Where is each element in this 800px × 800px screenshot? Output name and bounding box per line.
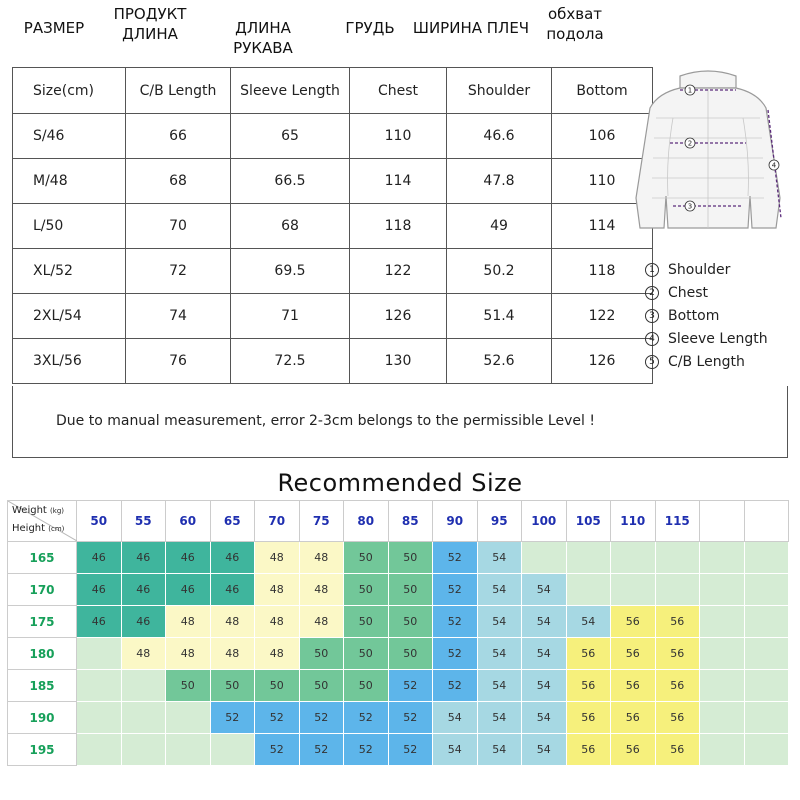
weight-header-cell: 85	[388, 501, 433, 542]
size-recommendation-cell	[121, 734, 166, 766]
legend-number: 1	[645, 263, 659, 277]
size-recommendation-cell: 56	[566, 734, 611, 766]
legend-label: Chest	[668, 284, 709, 301]
size-recommendation-cell	[121, 702, 166, 734]
size-recommendation-cell: 52	[299, 702, 344, 734]
size-recommendation-cell: 52	[299, 734, 344, 766]
size-recommendation-cell	[121, 670, 166, 702]
weight-header-cell	[700, 501, 745, 542]
size-cell: 70	[126, 204, 231, 249]
size-recommendation-cell: 50	[344, 606, 389, 638]
size-recommendation-cell	[700, 702, 745, 734]
svg-text:2: 2	[687, 139, 693, 148]
size-cell: 52.6	[447, 339, 552, 384]
size-recommendation-cell: 50	[299, 638, 344, 670]
height-header-cell: 190	[8, 702, 77, 734]
size-recommendation-cell	[700, 574, 745, 606]
legend-item	[645, 350, 768, 373]
legend-label: Sleeve Length	[668, 330, 768, 347]
size-recommendation-cell: 50	[344, 574, 389, 606]
size-recommendation-cell	[700, 542, 745, 574]
legend-label: Bottom	[668, 307, 720, 324]
size-cell: 74	[126, 294, 231, 339]
weight-unit: (kg)	[50, 507, 64, 515]
size-recommendation-cell: 46	[77, 574, 122, 606]
ru-header-1: ПРОДУКТ ДЛИНА	[113, 5, 187, 43]
size-recommendation-cell: 54	[477, 606, 522, 638]
size-header-cell: Sleeve Length	[231, 68, 350, 114]
size-recommendation-cell	[77, 670, 122, 702]
legend-number: 4	[645, 332, 659, 346]
size-table	[12, 67, 653, 384]
size-cell: 69.5	[231, 249, 350, 294]
size-table-row	[13, 339, 653, 384]
legend-number: 5	[645, 355, 659, 369]
size-recommendation-cell: 56	[655, 702, 700, 734]
size-recommendation-cell: 54	[522, 734, 567, 766]
size-recommendation-cell: 46	[210, 574, 255, 606]
legend-item	[645, 327, 768, 350]
size-recommendation-cell: 54	[433, 702, 478, 734]
size-recommendation-cell	[744, 574, 789, 606]
size-recommendation-cell: 46	[166, 574, 211, 606]
ru-header-2: ДЛИНА РУКАВА	[233, 19, 293, 57]
size-recommendation-cell: 54	[477, 574, 522, 606]
size-cell: 72.5	[231, 339, 350, 384]
height-header-cell: 180	[8, 638, 77, 670]
weight-header-cell	[744, 501, 789, 542]
size-recommendation-cell: 56	[566, 638, 611, 670]
size-header-cell: Bottom	[552, 68, 653, 114]
size-recommendation-cell: 56	[655, 606, 700, 638]
legend-item	[645, 304, 768, 327]
size-recommendation-cell: 56	[566, 702, 611, 734]
size-cell: 71	[231, 294, 350, 339]
weight-header-cell: 110	[611, 501, 656, 542]
size-recommendation-cell: 52	[388, 734, 433, 766]
size-header-cell: C/B Length	[126, 68, 231, 114]
size-recommendation-cell: 54	[477, 638, 522, 670]
size-recommendation-cell	[566, 574, 611, 606]
size-recommendation-cell: 46	[77, 606, 122, 638]
height-row	[8, 638, 789, 670]
size-recommendation-cell: 52	[210, 702, 255, 734]
size-table-row	[13, 204, 653, 249]
weight-header-cell: 75	[299, 501, 344, 542]
size-cell: 2XL/54	[13, 294, 126, 339]
size-recommendation-cell	[611, 542, 656, 574]
size-cell: 50.2	[447, 249, 552, 294]
size-recommendation-cell: 46	[121, 606, 166, 638]
height-row	[8, 606, 789, 638]
size-recommendation-cell: 54	[522, 638, 567, 670]
weight-header-cell: 100	[522, 501, 567, 542]
size-recommendation-cell: 54	[477, 702, 522, 734]
legend-label: C/B Length	[668, 353, 745, 370]
size-recommendation-cell: 52	[433, 606, 478, 638]
size-recommendation-cell: 50	[166, 670, 211, 702]
weight-header-cell: 90	[433, 501, 478, 542]
size-cell: 51.4	[447, 294, 552, 339]
size-cell: M/48	[13, 159, 126, 204]
height-header-cell: 165	[8, 542, 77, 574]
size-cell: 46.6	[447, 114, 552, 159]
size-recommendation-cell	[166, 734, 211, 766]
jacket-diagram-icon	[628, 68, 789, 258]
size-cell: 66	[126, 114, 231, 159]
size-recommendation-cell: 50	[299, 670, 344, 702]
size-recommendation-cell	[166, 702, 211, 734]
size-header-cell: Chest	[350, 68, 447, 114]
height-header-cell: 170	[8, 574, 77, 606]
size-recommendation-cell: 52	[388, 670, 433, 702]
weight-height-corner	[8, 501, 77, 542]
size-cell: S/46	[13, 114, 126, 159]
measurement-note: Due to manual measurement, error 2-3cm belongs to the permissible Level !	[56, 413, 595, 429]
size-recommendation-cell	[744, 670, 789, 702]
size-recommendation-cell: 50	[210, 670, 255, 702]
size-cell: 49	[447, 204, 552, 249]
size-table-row	[13, 159, 653, 204]
size-recommendation-cell: 48	[210, 638, 255, 670]
weight-header-cell: 115	[655, 501, 700, 542]
size-recommendation-cell: 48	[166, 638, 211, 670]
size-recommendation-cell	[700, 734, 745, 766]
height-header-cell: 185	[8, 670, 77, 702]
size-header-cell: Size(cm)	[13, 68, 126, 114]
size-recommendation-cell: 48	[299, 606, 344, 638]
size-recommendation-cell: 48	[255, 542, 300, 574]
recommended-size-table	[7, 500, 789, 766]
size-recommendation-cell	[744, 734, 789, 766]
size-cell: XL/52	[13, 249, 126, 294]
size-cell: 106	[552, 114, 653, 159]
size-recommendation-cell: 54	[433, 734, 478, 766]
size-recommendation-cell: 50	[344, 542, 389, 574]
legend-item	[645, 281, 768, 304]
height-row	[8, 574, 789, 606]
size-recommendation-cell: 48	[166, 606, 211, 638]
size-recommendation-cell: 50	[388, 638, 433, 670]
size-recommendation-cell: 54	[522, 702, 567, 734]
size-cell: 126	[552, 339, 653, 384]
size-cell: 72	[126, 249, 231, 294]
size-recommendation-cell: 54	[477, 542, 522, 574]
size-recommendation-cell: 52	[433, 670, 478, 702]
size-recommendation-cell: 56	[655, 638, 700, 670]
size-recommendation-cell: 56	[611, 638, 656, 670]
size-recommendation-cell: 48	[255, 638, 300, 670]
size-recommendation-cell	[744, 542, 789, 574]
size-recommendation-cell	[77, 702, 122, 734]
size-header-cell: Shoulder	[447, 68, 552, 114]
size-recommendation-cell: 56	[566, 670, 611, 702]
ru-header-5: обхват подола	[546, 5, 604, 43]
size-recommendation-cell: 48	[299, 542, 344, 574]
legend-number: 3	[645, 309, 659, 323]
size-recommendation-cell: 52	[388, 702, 433, 734]
legend-item	[645, 258, 768, 281]
weight-label: Weight (kg)	[12, 505, 64, 516]
size-recommendation-cell: 50	[388, 606, 433, 638]
size-recommendation-cell: 54	[522, 574, 567, 606]
size-cell: 126	[350, 294, 447, 339]
size-recommendation-cell	[611, 574, 656, 606]
size-recommendation-cell: 50	[388, 542, 433, 574]
size-cell: 68	[126, 159, 231, 204]
size-recommendation-cell: 54	[566, 606, 611, 638]
size-recommendation-cell: 54	[522, 670, 567, 702]
ru-header-3: ГРУДЬ	[345, 19, 395, 37]
size-recommendation-cell: 46	[121, 542, 166, 574]
size-cell: 122	[350, 249, 447, 294]
size-table-row	[13, 249, 653, 294]
size-recommendation-cell: 54	[477, 670, 522, 702]
size-recommendation-cell: 50	[344, 670, 389, 702]
height-label: Height (cm)	[12, 523, 65, 534]
weight-header-cell: 80	[344, 501, 389, 542]
size-recommendation-cell	[655, 574, 700, 606]
legend-label: Shoulder	[668, 261, 731, 278]
legend-number: 2	[645, 286, 659, 300]
size-cell: 114	[552, 204, 653, 249]
size-recommendation-cell: 48	[210, 606, 255, 638]
size-recommendation-cell: 56	[611, 670, 656, 702]
svg-text:1: 1	[687, 86, 693, 95]
size-recommendation-cell: 48	[255, 606, 300, 638]
size-table-row	[13, 114, 653, 159]
weight-header-cell: 70	[255, 501, 300, 542]
size-recommendation-cell: 52	[433, 542, 478, 574]
size-recommendation-cell: 54	[522, 606, 567, 638]
size-recommendation-cell	[655, 542, 700, 574]
size-cell: 122	[552, 294, 653, 339]
size-cell: 3XL/56	[13, 339, 126, 384]
size-recommendation-cell	[210, 734, 255, 766]
size-recommendation-cell	[77, 638, 122, 670]
size-cell: 110	[350, 114, 447, 159]
size-recommendation-cell	[700, 606, 745, 638]
size-table-header-row	[13, 68, 653, 114]
size-recommendation-cell: 50	[388, 574, 433, 606]
size-recommendation-cell: 52	[344, 734, 389, 766]
size-recommendation-cell: 56	[655, 734, 700, 766]
weight-header-cell: 50	[77, 501, 122, 542]
size-recommendation-cell: 48	[299, 574, 344, 606]
size-cell: 110	[552, 159, 653, 204]
size-cell: 68	[231, 204, 350, 249]
size-cell: 66.5	[231, 159, 350, 204]
size-recommendation-cell: 46	[210, 542, 255, 574]
size-cell: 76	[126, 339, 231, 384]
weight-header-cell: 95	[477, 501, 522, 542]
size-recommendation-cell: 56	[611, 702, 656, 734]
weight-header-row	[8, 501, 789, 542]
size-cell: 65	[231, 114, 350, 159]
height-header-cell: 195	[8, 734, 77, 766]
size-recommendation-cell	[700, 638, 745, 670]
size-recommendation-cell	[744, 606, 789, 638]
size-recommendation-cell	[744, 702, 789, 734]
height-row	[8, 670, 789, 702]
size-recommendation-cell	[77, 734, 122, 766]
ru-header-4: ШИРИНА ПЛЕЧ	[412, 19, 530, 37]
svg-text:3: 3	[687, 202, 693, 211]
size-recommendation-cell: 56	[611, 734, 656, 766]
size-recommendation-cell: 52	[255, 734, 300, 766]
height-header-cell: 175	[8, 606, 77, 638]
size-cell: 118	[552, 249, 653, 294]
size-cell: 114	[350, 159, 447, 204]
size-recommendation-cell: 50	[255, 670, 300, 702]
weight-header-cell: 105	[566, 501, 611, 542]
weight-header-cell: 60	[166, 501, 211, 542]
ru-header-0: РАЗМЕР	[23, 19, 85, 37]
recommended-size-title: Recommended Size	[277, 469, 523, 497]
size-recommendation-cell	[522, 542, 567, 574]
size-recommendation-cell	[744, 638, 789, 670]
size-cell: 47.8	[447, 159, 552, 204]
size-recommendation-cell	[566, 542, 611, 574]
weight-header-cell: 55	[121, 501, 166, 542]
size-recommendation-cell: 46	[166, 542, 211, 574]
height-unit: (cm)	[48, 525, 65, 533]
size-recommendation-cell: 48	[255, 574, 300, 606]
size-recommendation-cell: 56	[611, 606, 656, 638]
size-recommendation-cell: 46	[121, 574, 166, 606]
height-row	[8, 542, 789, 574]
measurement-legend	[645, 258, 768, 373]
size-recommendation-cell: 52	[433, 574, 478, 606]
size-recommendation-cell: 46	[77, 542, 122, 574]
size-recommendation-cell: 54	[477, 734, 522, 766]
height-row	[8, 702, 789, 734]
size-recommendation-cell	[700, 670, 745, 702]
svg-text:4: 4	[771, 161, 777, 170]
note-box	[12, 386, 788, 458]
size-recommendation-cell: 48	[121, 638, 166, 670]
size-table-row	[13, 294, 653, 339]
size-cell: 130	[350, 339, 447, 384]
size-recommendation-cell: 52	[344, 702, 389, 734]
size-recommendation-cell: 52	[433, 638, 478, 670]
height-row	[8, 734, 789, 766]
size-recommendation-cell: 50	[344, 638, 389, 670]
size-cell: 118	[350, 204, 447, 249]
size-recommendation-cell: 52	[255, 702, 300, 734]
size-recommendation-cell: 56	[655, 670, 700, 702]
size-cell: L/50	[13, 204, 126, 249]
weight-header-cell: 65	[210, 501, 255, 542]
